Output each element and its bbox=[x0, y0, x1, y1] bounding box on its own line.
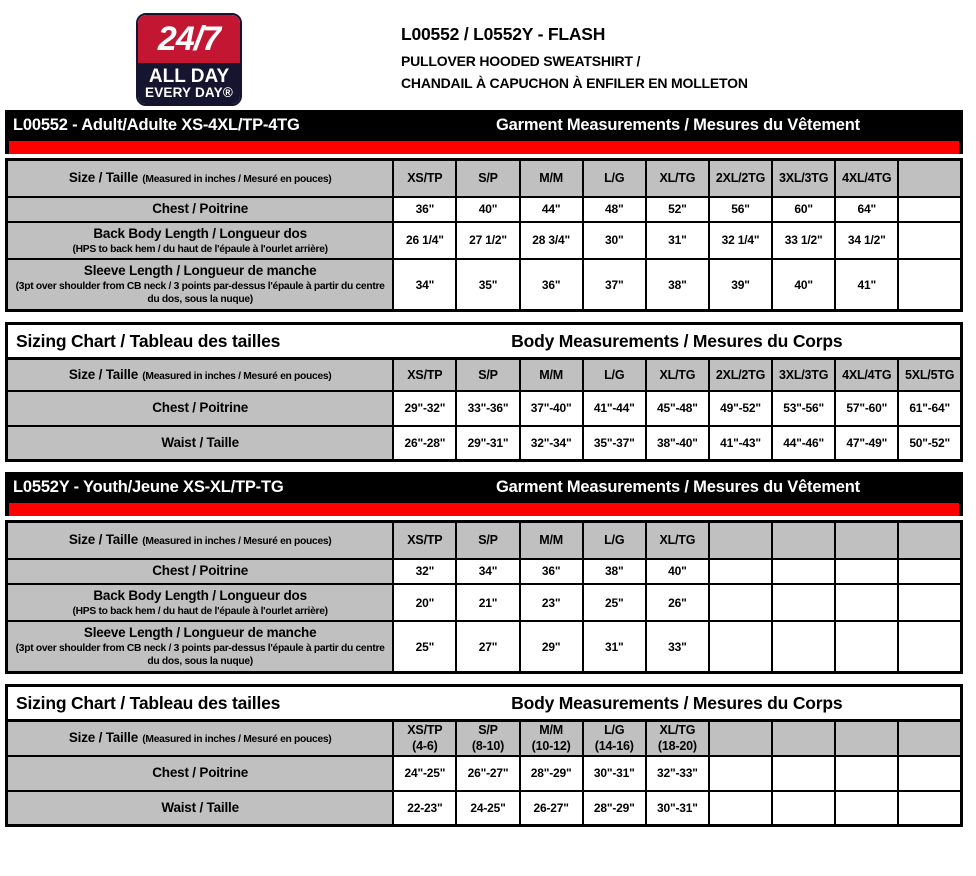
size-column-label: M/M bbox=[539, 367, 563, 382]
size-column-label: 5XL/5TG bbox=[904, 367, 955, 382]
size-column-label: S/P bbox=[478, 367, 498, 382]
size-column-label: L/G bbox=[604, 367, 625, 382]
measurement-value-cell bbox=[898, 584, 961, 622]
measurement-label: Back Body Length / Longueur dos bbox=[93, 587, 307, 603]
measurement-value-cell bbox=[898, 559, 961, 584]
size-column-label: XS/TP bbox=[407, 171, 443, 186]
size-column-header bbox=[898, 359, 961, 391]
size-column-header bbox=[456, 721, 519, 756]
adult-garment-table bbox=[5, 158, 963, 312]
size-column-header bbox=[393, 721, 456, 756]
measurement-value-cell bbox=[772, 791, 835, 826]
size-column-label: M/M bbox=[539, 171, 563, 186]
size-column-label: S/P bbox=[478, 723, 498, 738]
measurement-value-cell bbox=[835, 559, 898, 584]
measurement-value-cell: 26"-27" bbox=[456, 756, 519, 791]
adult-garment-table-block bbox=[5, 110, 963, 312]
measurement-row bbox=[7, 559, 962, 584]
size-column-label: XS/TP bbox=[407, 533, 443, 548]
youth-garment-table-block bbox=[5, 472, 963, 674]
measurement-value-cell: 44"-46" bbox=[772, 426, 835, 461]
size-label: Size / Taille bbox=[68, 532, 139, 548]
measurement-value-cell: 41"-43" bbox=[709, 426, 772, 461]
youth-body-band-title: Sizing Chart / Tableau des tailles bbox=[16, 692, 281, 713]
youth-garment-table bbox=[5, 520, 963, 674]
size-measured-note: (Measured in inches / Mesuré en pouces) bbox=[142, 734, 332, 746]
measurement-value-cell bbox=[835, 621, 898, 672]
measurement-value-cell: 29"-32" bbox=[393, 391, 456, 426]
product-name-en: PULLOVER HOODED SWEATSHIRT / bbox=[401, 53, 641, 69]
measurement-value-cell: 38" bbox=[646, 259, 709, 310]
row-label-cell bbox=[7, 391, 394, 426]
size-column-header bbox=[835, 160, 898, 197]
size-column-label: L/G bbox=[604, 723, 625, 738]
product-code-title: L00552 / L0552Y - FLASH bbox=[401, 24, 606, 44]
size-column-range: (4-6) bbox=[412, 739, 438, 754]
adult-garment-band-title: L00552 - Adult/Adulte XS-4XL/TP-4TG bbox=[13, 116, 300, 134]
row-label-cell bbox=[7, 584, 394, 622]
measurement-value-cell: 32" bbox=[393, 559, 456, 584]
size-column-header bbox=[709, 522, 772, 559]
brand-logo-24-7 bbox=[136, 13, 242, 106]
size-column-range: (10-12) bbox=[531, 739, 571, 754]
measurement-value-cell bbox=[898, 791, 961, 826]
measurement-label: Back Body Length / Longueur dos bbox=[93, 225, 307, 241]
measurement-value-cell bbox=[772, 621, 835, 672]
size-column-range: (18-20) bbox=[657, 739, 697, 754]
size-column-header bbox=[520, 359, 583, 391]
size-column-header bbox=[583, 721, 646, 756]
row-label-cell bbox=[7, 197, 394, 222]
measurement-value-cell: 38"-40" bbox=[646, 426, 709, 461]
row-label-cell bbox=[7, 559, 394, 584]
measurement-value-cell: 31" bbox=[583, 621, 646, 672]
size-column-header bbox=[456, 522, 519, 559]
measurement-value-cell: 32"-33" bbox=[646, 756, 709, 791]
measurement-label: Sleeve Length / Longueur de manche bbox=[83, 263, 317, 279]
measurement-value-cell: 35"-37" bbox=[583, 426, 646, 461]
document-header bbox=[0, 0, 976, 110]
size-header-cell bbox=[7, 721, 394, 756]
youth-body-band bbox=[5, 684, 963, 719]
measurement-value-cell: 25" bbox=[583, 584, 646, 622]
adult-body-table bbox=[5, 357, 963, 462]
measurement-value-cell bbox=[898, 222, 961, 260]
measurement-label: Chest / Poitrine bbox=[152, 563, 249, 579]
size-column-header bbox=[835, 522, 898, 559]
row-label-cell bbox=[7, 791, 394, 826]
size-column-label: XS/TP bbox=[407, 723, 443, 738]
size-header-row bbox=[7, 359, 962, 391]
size-column-header bbox=[835, 721, 898, 756]
size-column-label: 3XL/3TG bbox=[778, 367, 829, 382]
logo-every-day: EVERY DAY® bbox=[145, 85, 233, 101]
measurement-value-cell: 34 1/2" bbox=[835, 222, 898, 260]
measurement-row bbox=[7, 197, 962, 222]
measurement-value-cell: 34" bbox=[393, 259, 456, 310]
red-accent-bar bbox=[5, 141, 963, 154]
size-column-label: M/M bbox=[539, 533, 563, 548]
measurement-value-cell: 50"-52" bbox=[898, 426, 961, 461]
measurement-value-cell: 40" bbox=[456, 197, 519, 222]
logo-24-7-text: 24/7 bbox=[138, 15, 240, 63]
size-measured-note: (Measured in inches / Mesuré en pouces) bbox=[142, 370, 332, 382]
measurement-label: Chest / Poitrine bbox=[152, 400, 249, 416]
size-column-header bbox=[583, 522, 646, 559]
size-column-label: 2XL/2TG bbox=[715, 171, 766, 186]
measurement-value-cell: 26" bbox=[646, 584, 709, 622]
size-header-cell bbox=[7, 359, 394, 391]
measurement-value-cell: 33"-36" bbox=[456, 391, 519, 426]
measurement-note: (3pt over shoulder from CB neck / 3 points par-dessus l'épaule à partir du centre du dos, sous la nuque) bbox=[15, 643, 385, 668]
size-column-label: XL/TG bbox=[659, 723, 696, 738]
measurement-value-cell: 30" bbox=[583, 222, 646, 260]
measurement-value-cell: 41"-44" bbox=[583, 391, 646, 426]
measurement-value-cell bbox=[898, 197, 961, 222]
size-header-cell bbox=[7, 160, 394, 197]
size-column-label: XL/TG bbox=[659, 533, 696, 548]
measurement-value-cell: 40" bbox=[772, 259, 835, 310]
adult-garment-band-subtitle: Garment Measurements / Mesures du Vêtement bbox=[496, 116, 860, 134]
measurement-value-cell bbox=[709, 621, 772, 672]
tables-container bbox=[5, 110, 963, 827]
adult-body-band-title: Sizing Chart / Tableau des tailles bbox=[16, 330, 281, 351]
size-column-header bbox=[393, 522, 456, 559]
measurement-value-cell: 47"-49" bbox=[835, 426, 898, 461]
measurement-row bbox=[7, 584, 962, 622]
measurement-value-cell: 32 1/4" bbox=[709, 222, 772, 260]
size-header-cell bbox=[7, 522, 394, 559]
youth-garment-band-subtitle: Garment Measurements / Mesures du Vêtement bbox=[496, 478, 860, 497]
row-label-cell bbox=[7, 259, 394, 310]
size-column-label: S/P bbox=[478, 533, 498, 548]
measurement-value-cell: 45"-48" bbox=[646, 391, 709, 426]
size-column-header bbox=[646, 522, 709, 559]
size-column-label: L/G bbox=[604, 533, 625, 548]
size-column-header bbox=[709, 160, 772, 197]
measurement-value-cell: 35" bbox=[456, 259, 519, 310]
size-header-row bbox=[7, 721, 962, 756]
size-column-header bbox=[393, 359, 456, 391]
measurement-row bbox=[7, 791, 962, 826]
measurement-row bbox=[7, 259, 962, 310]
size-column-label: XL/TG bbox=[659, 367, 696, 382]
measurement-value-cell: 24-25" bbox=[456, 791, 519, 826]
size-column-header bbox=[583, 359, 646, 391]
size-column-header bbox=[898, 522, 961, 559]
size-column-range: (14-16) bbox=[594, 739, 634, 754]
row-label-cell bbox=[7, 621, 394, 672]
measurement-value-cell: 26-27" bbox=[520, 791, 583, 826]
measurement-value-cell: 22-23" bbox=[393, 791, 456, 826]
measurement-value-cell: 38" bbox=[583, 559, 646, 584]
measurement-row bbox=[7, 222, 962, 260]
measurement-value-cell bbox=[709, 791, 772, 826]
measurement-value-cell: 49"-52" bbox=[709, 391, 772, 426]
row-label-cell bbox=[7, 222, 394, 260]
size-column-header bbox=[456, 160, 519, 197]
size-column-header bbox=[646, 160, 709, 197]
measurement-note: (3pt over shoulder from CB neck / 3 points par-dessus l'épaule à partir du centre du dos, sous la nuque) bbox=[15, 281, 385, 306]
size-column-header bbox=[772, 522, 835, 559]
measurement-note: (HPS to back hem / du haut de l'épaule à l'ourlet arrière) bbox=[72, 605, 328, 617]
measurement-value-cell bbox=[772, 584, 835, 622]
measurement-value-cell: 25" bbox=[393, 621, 456, 672]
measurement-row bbox=[7, 756, 962, 791]
logo-all-day: ALL DAY bbox=[148, 66, 230, 88]
measurement-row bbox=[7, 391, 962, 426]
measurement-value-cell: 33 1/2" bbox=[772, 222, 835, 260]
measurement-value-cell: 57"-60" bbox=[835, 391, 898, 426]
measurement-value-cell: 21" bbox=[456, 584, 519, 622]
size-column-range: (8-10) bbox=[471, 739, 505, 754]
measurement-value-cell bbox=[772, 756, 835, 791]
size-column-header bbox=[835, 359, 898, 391]
size-column-header bbox=[772, 721, 835, 756]
measurement-value-cell: 29" bbox=[520, 621, 583, 672]
size-column-label: 4XL/4TG bbox=[842, 367, 892, 382]
product-name-fr: CHANDAIL À CAPUCHON À ENFILER EN MOLLETON bbox=[401, 75, 748, 91]
measurement-value-cell: 33" bbox=[646, 621, 709, 672]
measurement-value-cell: 31" bbox=[646, 222, 709, 260]
measurement-value-cell bbox=[835, 791, 898, 826]
size-column-header bbox=[646, 359, 709, 391]
measurement-label: Waist / Taille bbox=[161, 799, 239, 815]
measurement-value-cell: 28"-29" bbox=[520, 756, 583, 791]
size-label: Size / Taille bbox=[68, 366, 139, 382]
size-column-label: 4XL/4TG bbox=[842, 171, 892, 186]
measurement-value-cell: 26"-28" bbox=[393, 426, 456, 461]
measurement-value-cell bbox=[898, 756, 961, 791]
measurement-value-cell: 30"-31" bbox=[646, 791, 709, 826]
measurement-label: Chest / Poitrine bbox=[152, 201, 249, 216]
measurement-label: Chest / Poitrine bbox=[152, 765, 249, 781]
measurement-value-cell: 56" bbox=[709, 197, 772, 222]
size-column-header bbox=[709, 359, 772, 391]
measurement-value-cell: 39" bbox=[709, 259, 772, 310]
measurement-value-cell: 27 1/2" bbox=[456, 222, 519, 260]
size-column-label: L/G bbox=[604, 171, 625, 186]
measurement-value-cell: 60" bbox=[772, 197, 835, 222]
measurement-value-cell: 61"-64" bbox=[898, 391, 961, 426]
measurement-value-cell: 37" bbox=[583, 259, 646, 310]
measurement-value-cell: 24"-25" bbox=[393, 756, 456, 791]
size-column-header bbox=[520, 522, 583, 559]
measurement-value-cell: 36" bbox=[393, 197, 456, 222]
size-header-row bbox=[7, 522, 962, 559]
size-column-label: 2XL/2TG bbox=[715, 367, 766, 382]
youth-garment-band bbox=[5, 472, 963, 503]
measurement-value-cell: 52" bbox=[646, 197, 709, 222]
adult-body-table-block bbox=[5, 322, 963, 462]
measurement-value-cell: 30"-31" bbox=[583, 756, 646, 791]
measurement-value-cell: 26 1/4" bbox=[393, 222, 456, 260]
measurement-value-cell: 48" bbox=[583, 197, 646, 222]
measurement-value-cell bbox=[709, 756, 772, 791]
size-header-row bbox=[7, 160, 962, 197]
size-column-header bbox=[772, 160, 835, 197]
row-label-cell bbox=[7, 426, 394, 461]
youth-body-table bbox=[5, 719, 963, 827]
size-column-label: 3XL/3TG bbox=[778, 171, 829, 186]
measurement-value-cell: 23" bbox=[520, 584, 583, 622]
measurement-value-cell: 29"-31" bbox=[456, 426, 519, 461]
product-title-block bbox=[401, 24, 748, 97]
measurement-value-cell: 44" bbox=[520, 197, 583, 222]
youth-garment-band-title: L0552Y - Youth/Jeune XS-XL/TP-TG bbox=[13, 478, 284, 497]
size-measured-note: (Measured in inches / Mesuré en pouces) bbox=[142, 536, 332, 548]
measurement-value-cell bbox=[835, 756, 898, 791]
size-column-header bbox=[898, 160, 961, 197]
size-column-header bbox=[520, 721, 583, 756]
size-column-label: S/P bbox=[478, 171, 498, 186]
size-column-header bbox=[583, 160, 646, 197]
measurement-value-cell: 27" bbox=[456, 621, 519, 672]
measurement-value-cell: 36" bbox=[520, 259, 583, 310]
adult-garment-band bbox=[5, 110, 963, 141]
logo-tagline bbox=[138, 63, 240, 104]
measurement-row bbox=[7, 621, 962, 672]
measurement-value-cell bbox=[709, 559, 772, 584]
measurement-row bbox=[7, 426, 962, 461]
size-column-header bbox=[456, 359, 519, 391]
measurement-value-cell: 64" bbox=[835, 197, 898, 222]
measurement-value-cell: 37"-40" bbox=[520, 391, 583, 426]
row-label-cell bbox=[7, 756, 394, 791]
measurement-value-cell: 41" bbox=[835, 259, 898, 310]
measurement-value-cell: 32"-34" bbox=[520, 426, 583, 461]
measurement-value-cell: 28"-29" bbox=[583, 791, 646, 826]
measurement-value-cell: 20" bbox=[393, 584, 456, 622]
size-column-label: XL/TG bbox=[659, 171, 696, 186]
measurement-note: (HPS to back hem / du haut de l'épaule à l'ourlet arrière) bbox=[72, 243, 328, 255]
measurement-value-cell bbox=[709, 584, 772, 622]
size-label: Size / Taille bbox=[68, 730, 139, 746]
size-label: Size / Taille bbox=[68, 170, 139, 186]
size-column-header bbox=[772, 359, 835, 391]
adult-body-band-subtitle: Body Measurements / Mesures du Corps bbox=[511, 330, 843, 351]
measurement-label: Sleeve Length / Longueur de manche bbox=[83, 625, 317, 641]
size-column-label: M/M bbox=[539, 723, 563, 738]
measurement-value-cell: 53"-56" bbox=[772, 391, 835, 426]
size-column-header bbox=[393, 160, 456, 197]
measurement-value-cell: 34" bbox=[456, 559, 519, 584]
size-column-header bbox=[709, 721, 772, 756]
measurement-value-cell bbox=[835, 584, 898, 622]
size-column-header bbox=[520, 160, 583, 197]
measurement-value-cell bbox=[898, 259, 961, 310]
adult-body-band bbox=[5, 322, 963, 357]
size-column-label: XS/TP bbox=[407, 367, 443, 382]
red-accent-bar bbox=[5, 503, 963, 516]
measurement-value-cell: 40" bbox=[646, 559, 709, 584]
size-column-header bbox=[646, 721, 709, 756]
measurement-value-cell bbox=[898, 621, 961, 672]
size-measured-note: (Measured in inches / Mesuré en pouces) bbox=[142, 174, 332, 186]
youth-body-table-block bbox=[5, 684, 963, 827]
measurement-value-cell: 36" bbox=[520, 559, 583, 584]
measurement-label: Waist / Taille bbox=[161, 434, 239, 450]
measurement-value-cell: 28 3/4" bbox=[520, 222, 583, 260]
youth-body-band-subtitle: Body Measurements / Mesures du Corps bbox=[511, 692, 843, 713]
size-column-header bbox=[898, 721, 961, 756]
measurement-value-cell bbox=[772, 559, 835, 584]
